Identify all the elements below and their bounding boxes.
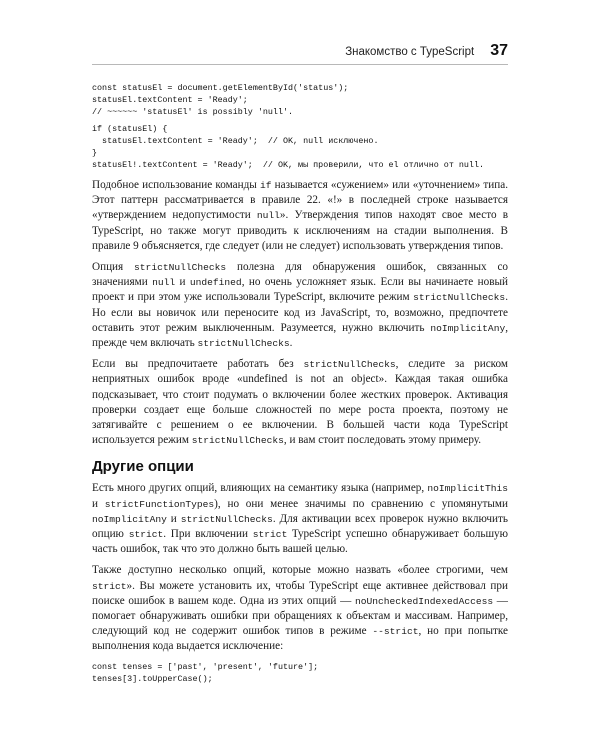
code-line: if (statusEl) { xyxy=(92,124,168,134)
code-line: statusEl.textContent = 'Ready'; // OK, null исключено. xyxy=(92,136,379,146)
paragraph-without-strict-null-checks: Если вы предпочитаете работать без strictNullChecks, следите за риском неприятных ошибок вроде «undefined is not an object». Каждая такая ошибка подсказывает, что стоит подумать о включении более жестких проверок. Активация проверки создает еще больше сложностей по мере роста проекта, поэтому не затягивайте с решением о ее включении. В большей части кода TypeScript используется режим strictNullChecks, и вам стоит последовать этому примеру. xyxy=(92,358,508,447)
running-head xyxy=(92,42,508,65)
paragraph-other-options: Есть много других опций, влияющих на семантику языка (например, noImplicitThis и strictFunctionTypes), но они менее значимы по сравнению с упомянутыми noImplicitAny и strictNullChecks. Для активации всех проверок нужно включить опцию strict. При включении strict TypeScript успешно обнаруживает большую часть ошибок, так что это должно быть вашей целью. xyxy=(92,482,509,556)
chapter-title: Знакомство с TypeScript xyxy=(345,46,475,58)
paragraph-strict-null-checks: Опция strictNullChecks полезна для обнаружения ошибок, связанных со значениями null и undefined, но очень усложняет язык. Если вы начинаете новый проект и при этом уже использовали TypeScript, включите режим strictNullChecks. Но если вы новичок или переносите код из JavaScript, то, возможно, предпочтете оставить этот режим выключенным. Разумеется, нужно включить noImplicitAny, прежде чем включать strictNullChecks. xyxy=(92,261,509,350)
paragraph-narrowing: Подобное использование команды if называется «сужением» или «уточнением» типа. Этот паттерн рассматривается в правиле 22. «!» в последней строке называется «утверждением недопустимости null». Утверждения типов находят свое место в TypeScript, но также могут приводить к исключениям на стадии выполнения. В правиле 9 объясняется, где следует (или не следует) использовать утверждения типов. xyxy=(92,179,509,252)
code-line: const tenses = ['past', 'present', 'future']; xyxy=(92,661,319,672)
code-block-tenses xyxy=(92,661,508,685)
code-line: statusEl.textContent = 'Ready'; xyxy=(92,95,248,105)
paragraph-stricter-options: Также доступно несколько опций, которые можно назвать «более строгими, чем strict». Вы можете установить их, чтобы TypeScript еще активнее действовал при поиске ошибок в вашем коде. Одна из этих опций — noUncheckedIndexedAccess — помогает обнаруживать ошибки при обращениях к объектам и массивам. Например, следующий код не содержит ошибок типов в режиме --strict, но при попытке выполнения кода выдается исключение: xyxy=(92,564,509,653)
code-line: // ~~~~~~ 'statusEl' is possibly 'null'. xyxy=(92,107,294,117)
section-heading: Другие опции xyxy=(92,458,194,476)
code-line: } xyxy=(92,148,98,158)
page-content xyxy=(92,82,508,692)
code-line: const statusEl = document.getElementById('status'); xyxy=(92,83,349,93)
page-number: 37 xyxy=(490,42,508,59)
code-line: tenses[3].toUpperCase(); xyxy=(92,673,213,684)
code-line: statusEl!.textContent = 'Ready'; // OK, мы проверили, что el отлично от null. xyxy=(92,160,485,170)
code-block-status xyxy=(92,82,508,171)
